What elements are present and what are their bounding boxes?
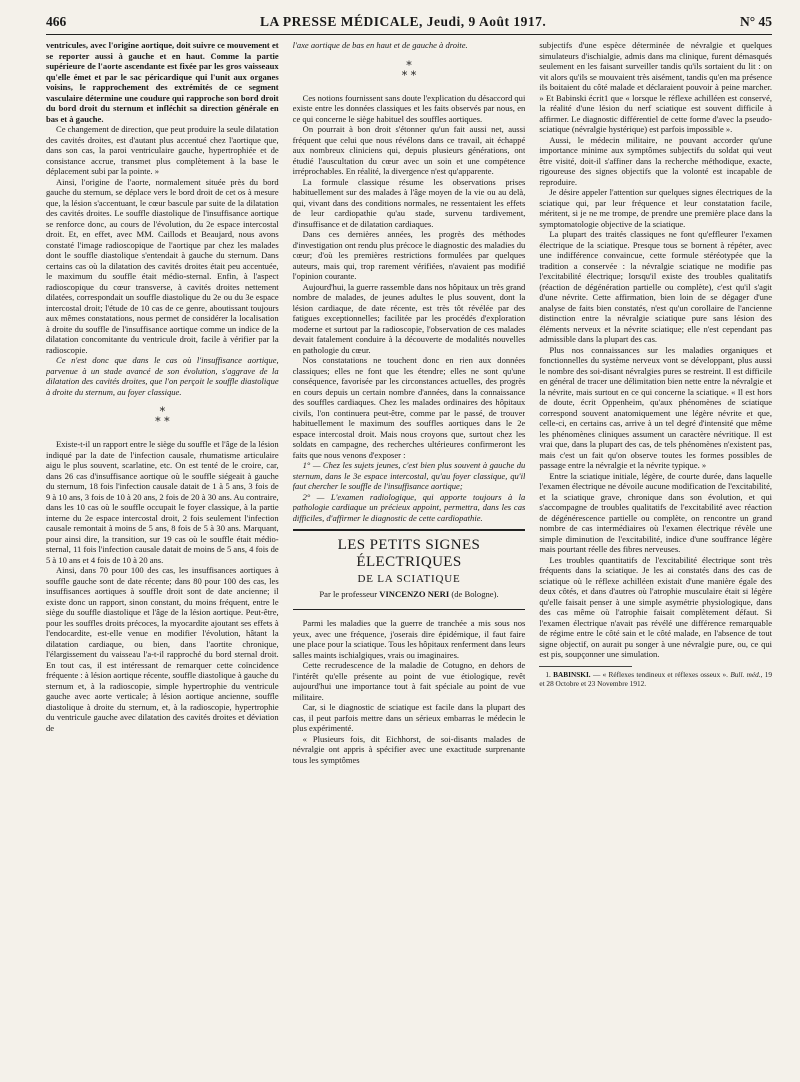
paragraph: Ainsi, l'origine de l'aorte, normalement située près du bord gauche du sternum, se déplace vers le bord droit de cet os à mesure que, la lésion s'accentuant, le cœur bascule par suite de la dilatation des cavités droites. Le souffle diastolique de l'insuffisance aortique se renforce donc, au cours de l'évolution, du 2e espace intercostal droit. Et, en effet, avec MM. Caillods et Beaujard, nous avons constaté l'image radioscopique de l'aortique par chez les malades dont le souffle diastolique s'entendait à gauche du sternum. Dans certains cas où la dilatation des cavités droites était peu accentuée, le maximum du souffle était médio-sternal. Enfin, à l'aspect radioscopique du cœur transverse, à cavités droites nettement dilatées, correspondait un souffle diastolique du 2e ou du 3e espace intercostal droit; l'étude de 10 cas de ce genre, aboutissant toujours aux mêmes constatations, nous permet de considérer la localisation à droite du souffle de l'insuffisance aortique comme un indice de la dilatation concomitante du ventricule droit, facile à vérifier par la radioscopie. (46, 176, 279, 355)
section-separator: * * * (155, 405, 170, 428)
article-divider (293, 529, 526, 531)
paragraph: Car, si le diagnostic de sciatique est facile dans la plupart des cas, il peut parfois mettre dans un sérieux embarras le médecin le plus expérimenté. (292, 702, 526, 733)
text-columns (46, 40, 772, 1058)
column-3 (539, 40, 772, 1058)
paragraph: Entre la sciatique initiale, légère, de courte durée, dans laquelle l'examen électrique ne dévoile aucune modification de l'excitabilité, et la sciatique grave, chronique dans son évolution, et qui s'accompagne de troubles qualitatifs de l'excitabilité avec réaction de dégénérescence partielle ou complète, on rencontre un grand nombre de cas intermédiaires où l'examen électrique révèle une simple diminution de l'excitabilité, indice d'une souffrance légère mais pourtant réelle des fibres nerveuses. (539, 470, 772, 554)
paragraph: Nos constatations ne touchent donc en rien aux données classiques; elles ne font que les étendre; elles ne sont qu'une conséquence, favorisée par les circonstances actuelles, des progrès en cours depuis un certain nombre d'années, dans la connaissance des souffles cardiaques. Chez les malades ordinaires des hôpitaux civils, l'on continuera peut-être, comme par le passé, de trouver habituellement le maximum des souffles aortiques dans le 2e espace intercostal droit. Mais nous croyons que, surtout chez les soldats en campagne, des recherches ultérieures confirmeront les faits que nous venons d'exposer : (292, 355, 526, 460)
paragraph: On pourrait à bon droit s'étonner qu'un fait aussi net, aussi fréquent que celui que nous révélons dans ce travail, ait échappé aux nombreux cliniciens qui, depuis plusieurs générations, ont étudié l'auscultation du cœur avec un soin et une compétence irréprochables. En réalité, la divergence n'est qu'apparente. (292, 124, 526, 176)
paragraph: subjectifs d'une espèce déterminée de névralgie et quelques simulateurs d'ischialgie, admis dans ma clinique, furent démasqués seulement en les faisant surveiller tandis qu'ils sortaient du lit : on vit alors qu'ils se mouvaient très aisément, tandis qu'en ma présence ils boitaient du côté malade et déclaraient pouvoir à peine marcher. » Et Babinski écrit1 que « lorsque le réflexe achilléen est conservé, la réalité d'une lésion du nerf sciatique est souvent difficile à affirmer. Le diagnostic différentiel de cette forme d'avec la pseudo-sciatique (névralgie hystérique) est parfois impossible ». (539, 40, 772, 134)
author-suffix: (de Bologne). (451, 589, 499, 599)
paragraph: « Plusieurs fois, dit Eichhorst, de soi-disants malades de névralgie ont appris à spécifier avec une exactitude surprenante tous les symptômes (292, 733, 526, 765)
paragraph: Ce n'est donc que dans le cas où l'insuffisance aortique, parvenue à un stade avancé de son évolution, s'aggrave de la dilatation des cavités droites, que l'on perçoit le souffle diastolique à droite du sternum, au foyer classique. (46, 355, 279, 397)
article-title: LES PETITS SIGNES ÉLECTRIQUES (337, 537, 481, 570)
paragraph: Je désire appeler l'attention sur quelques signes électriques de la sciatique qui, par leur fréquence et leur constatation facile, méritent, si je ne me trompe, de prendre une première place dans la symptomatologie objective de la sciatique. (539, 187, 772, 229)
paragraph: Cette recrudescence de la maladie de Cotugno, en dehors de l'intérêt qu'elle présente au point de vue étiologique, revêt aujourd'hui une importance tout à fait spéciale au point de vue militaire. (292, 660, 526, 702)
paragraph: Dans ces dernières années, les progrès des méthodes d'investigation ont rendu plus précoce le diagnostic des maladies du cœur; d'où les premières restrictions formulées par quelques auteurs, mais qui, trop rarement vérifiées, n'avaient pas modifié l'opinion courante. (292, 229, 526, 281)
paragraph: 2° — L'examen radiologique, qui apporte toujours à la pathologie cardiaque un précieux appoint, permettra, dans les cas difficiles, d'affirmer le diagnostic de cette cardiopathie. (292, 491, 526, 523)
paragraph: 1° — Chez les sujets jeunes, c'est bien plus souvent à gauche du sternum, dans le 3e espace intercostal, qu'au foyer classique, qu'il faut chercher le souffle de l'insuffisance aortique; (292, 460, 526, 491)
paragraph: Aussi, le médecin militaire, ne pouvant accorder qu'une importance minime aux symptômes subjectifs du soldat qui veut être visité, doit-il s'affiner dans la recherche méthodique, exacte, rigoureuse des signes objectifs que la volonté est incapable de reproduire. (539, 134, 772, 187)
paragraph: Plus nos connaissances sur les maladies organiques et fonctionnelles du système nerveux vont se développant, plus aussi le nombre des soi-disant névralgies pures se restreint. Il est difficile en général de tracer une délimitation bien nette entre la névralgie et la névrite, mais surtout en ce qui concerne la sciatique. « Il est hors de doute, écrit Oppenheim, qu'aux phénomènes de sciatique correspond souvent anatomiquement une légère névrite et que, celle-ci, en certains cas, arrive à un tel degré d'intensité que même les phénomènes cliniques assument un caractère névritique. Il est vrai que, dans la plupart des cas, de tels phénomènes n'existent pas, mais c'est un fait qu'on observe toutes les formes possibles de passage entre la névralgie et la névrite typique. » (539, 344, 772, 470)
column-1 (46, 40, 279, 1058)
author-prefix: Par le professeur (319, 589, 378, 599)
journal-title: LA PRESSE MÉDICALE, Jeudi, 9 Août 1917. (260, 14, 547, 29)
paragraph: La plupart des traités classiques ne font qu'effleurer l'examen électrique de la sciatique. Presque tous se bornent à répéter, avec une indifférence convaincue, cette formule stéréotypée que la tradition a conservée : la névralgie sciatique ne modifie pas l'excitabilité électrique; lorsqu'il existe des troubles qualitatifs (réaction de dégénération partielle ou complète), c'est qu'il s'agit d'une névrite. Cette affirmation, bien loin de se dégager d'une analyse de faits bien constatés, n'est qu'un corollaire de l'ancienne distinction entre la névralgie sciatique pure sans lésion des éléments nerveux et la névrite sciatique; elle n'est cependant pas admissible dans la plupart des cas. (539, 229, 772, 344)
paragraph: La formule classique résume les observations prises habituellement sur des malades à l'âge moyen de la vie ou au delà, qui, vivant dans des conditions normales, ne ressentaient les effets de leur cardiopathie qu'au stade, survenu tardivement, d'insuffisance et de dilatation cardiaques. (292, 176, 526, 229)
paragraph: ventricules, avec l'origine aortique, doit suivre ce mouvement et se reporter aussi à gauche et en haut. Comme la partie supérieure de l'aorte ascendante est fixée par les gros vaisseaux qu'elle émet et par le sac péricardique qui l'unit aux organes voisins, le rapprochement des extrémités de ce segment vasculaire détermine une coudure qui rapproche son bord droit du bord droit du sternum et infléchit sa direction générale en bas et à gauche. (46, 40, 279, 124)
paragraph: Ainsi, dans 70 pour 100 des cas, les insuffisances aortiques à souffle gauche sont de date récente; dans 80 pour 100 des cas, les insuffisances aortiques à souffle droit sont de date ancienne; il existe donc un rapport, sinon constant, du moins fréquent, entre le siège du souffle diastolique et l'âge de la lésion aortique. Peut-être, pour les souffles droits précoces, la myocardite ajoutant ses effets à l'endocardite, est-elle venue en modifier l'évolution, hâtant la dilatation cardiaque, ou bien, dans l'aortite chronique, l'élargissement du vaisseau l'a-t-il rapproché du bord sternal droit. En tout cas, il est intéressant de remarquer cette coïncidence fréquente : à lésion aortique récente, souffle diastolique à gauche du sternum et, à la radioscopie, simple hypertrophie du ventricule gauche avec aorte verticale; à lésion aortique ancienne, souffle diastolique à droite du sternum, et, à la radioscopie, hypertrophie du ventricule gauche avec dilatation des cavités droites et déviation de (46, 565, 279, 733)
article-divider (293, 609, 526, 610)
footnote (539, 670, 772, 688)
footnote-source: Bull. méd., (730, 669, 763, 679)
article-author (293, 589, 526, 599)
issue-number: N° 45 (739, 14, 772, 29)
footnote-rule (539, 666, 632, 667)
paragraph: Existe-t-il un rapport entre le siège du souffle et l'âge de la lésion indiqué par la date de l'infection causale, rhumatisme articulaire aigu le plus souvent, scarlatine, etc. On est tenté de le croire, car, dans 26 cas d'insuffisance aortique où le souffle siégeait à gauche du sternum, 18 fois l'infection causale datait de 1 à 5 ans, 3 fois de 9 à 10 ans, 3 fois de 10 à 20 ans, 2 fois de 20 à 30 ans. Au contraire, dans les 10 cas où le souffle occupait le foyer classique, à la partie interne du 2e espace intercostal droit, 2 fois seulement l'infection causale remontait à moins de 5 ans, 8 fois de 5 à 30 ans. Marquant, pour ainsi dire, la transition, sur 19 cas où le souffle était médio-sternal, 11 fois l'infection causale datait de moins de 5 ans, 4 fois de 5 à 10 ans et 4 fois de 10 à 20 ans. (46, 439, 279, 565)
author-name: VINCENZO NERI (379, 589, 450, 599)
section-separator: * * * (401, 58, 417, 82)
page-number: 466 (46, 14, 67, 29)
paragraph: l'axe aortique de bas en haut et de gauche à droite. (292, 40, 468, 50)
paragraph: Parmi les maladies que la guerre de tranchée a mis sous nos yeux, avec une fréquence, j'oserais dire épidémique, il faut faire une place pour la sciatique. Tous les hôpitaux renferment dans leurs salles maints ischialgiques, vrais ou imaginaires. (292, 618, 526, 660)
footnote-number: 1. (545, 669, 551, 679)
paragraph: Aujourd'hui, la guerre rassemble dans nos hôpitaux un très grand nombre de malades, de jeunes adultes le plus souvent, dont la lésion cardiaque, de date récente, est très tôt révélée par des fatigues exceptionnelles; facilitée par les procédés d'exploration moderne et surtout par la radioscopie, l'observation de ces malades devait fatalement conduire à la découverte de modalités nouvelles en pathologie du cœur. (292, 281, 526, 355)
footnote-dates: 19 et 28 Octobre et 23 Novembre 1912. (539, 669, 772, 688)
column-2 (293, 40, 526, 1058)
paragraph: Les troubles quantitatifs de l'excitabilité électrique sont très fréquents dans la sciatique. Je les ai constatés dans des cas de sciatique où le réflexe achilléen existait d'une manière égale des deux côtés, et dans d'autres où l'atrophie musculaire était si légère qu'elle faisait penser à une simple asymétrie physiologique, dans des cas même où l'atrophie faisait complètement défaut. Si l'examen électrique n'avait pas révélé une différence remarquable de régime entre le côté sain et le côté malade, en l'absence de tout signe objectif, on aurait pu songer à une névralgie pure, ou, ce qui est pis, soupçonner une simulation. (539, 554, 772, 659)
footnote-text: — « Réflexes tendineux et réflexes osseux ». (592, 669, 728, 679)
paragraph: Ce changement de direction, que peut produire la seule dilatation des cavités droites, est d'autant plus accentué chez l'aortique que, dans son cas, la paroi ventriculaire gauche, hypertrophiée et de consistance accrue, transmet plus complètement à la base le déplacement subi par la pointe. » (46, 124, 279, 176)
article-subtitle: DE LA SCIATIQUE (357, 573, 461, 585)
running-head (46, 14, 772, 35)
paragraph: Ces notions fournissent sans doute l'explication du désaccord qui existe entre les données classiques et les faits observés par nous, en ce qui concerne le siège habituel des souffles aortiques. (292, 92, 526, 124)
footnote-author: BABINSKI. (553, 669, 591, 679)
